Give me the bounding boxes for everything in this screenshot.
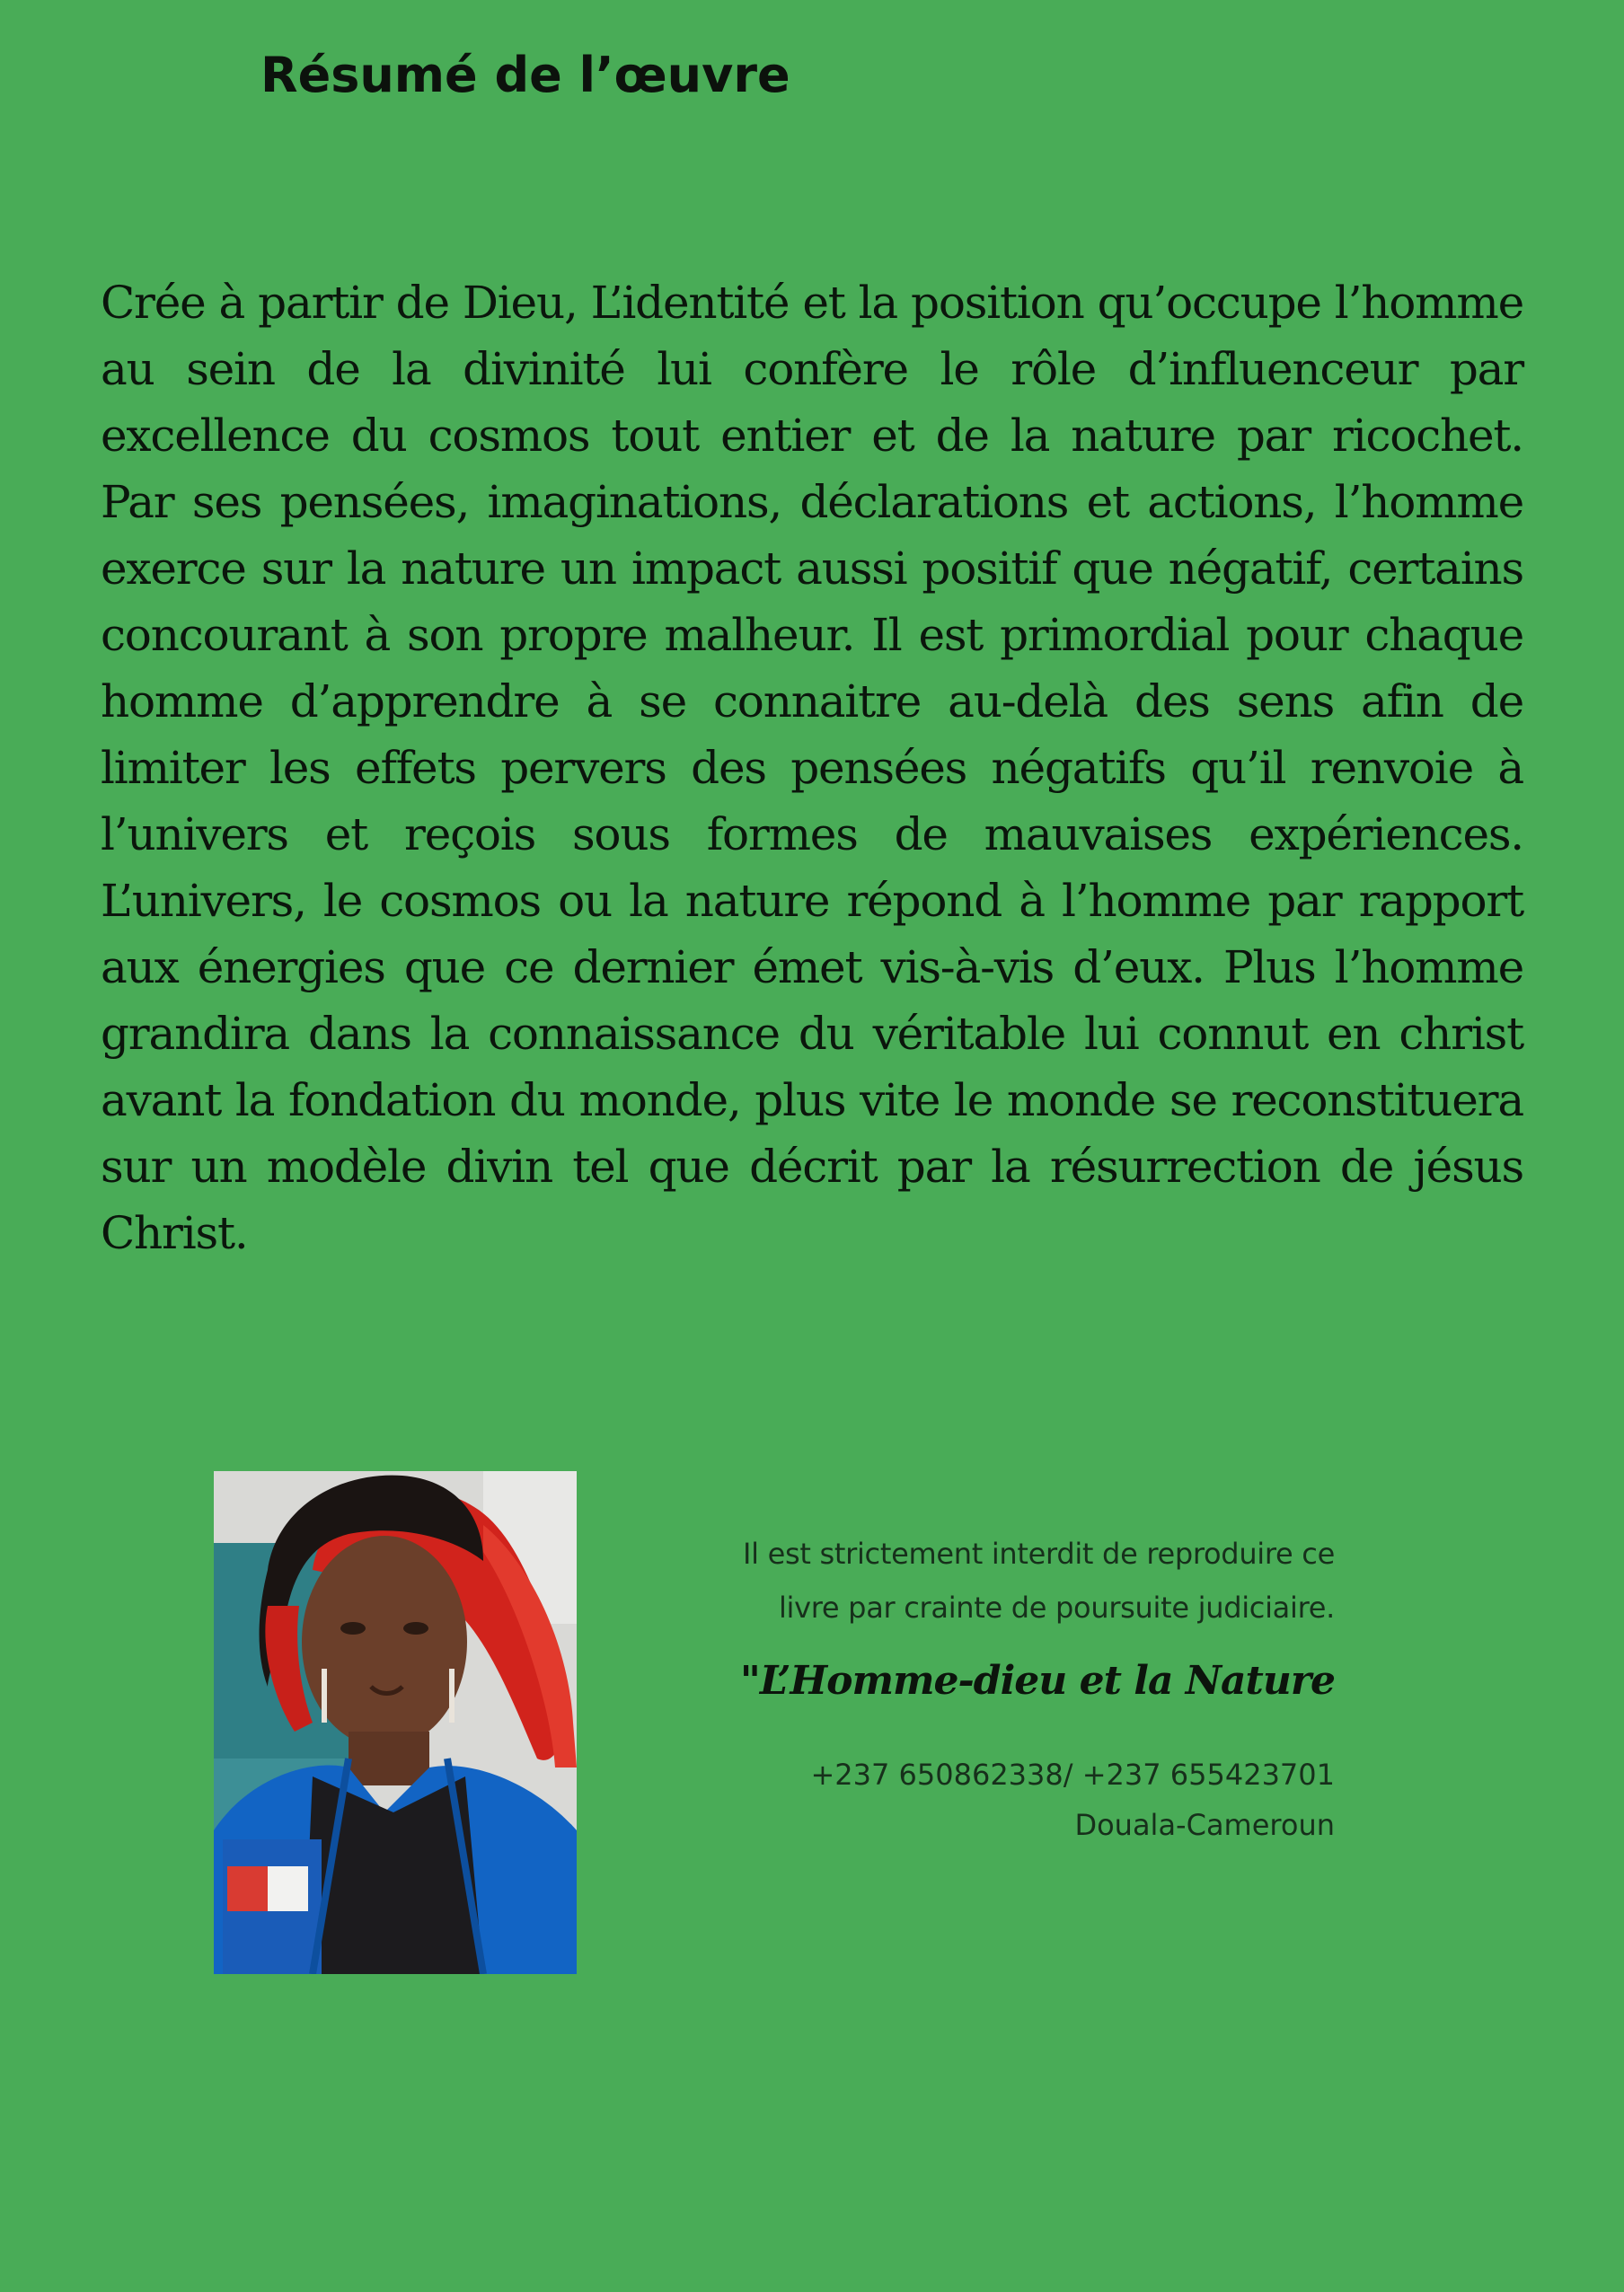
location: Douala-Cameroun xyxy=(1074,1808,1335,1842)
phone-numbers: +237 650862338/ +237 655423701 xyxy=(810,1758,1335,1792)
author-photo xyxy=(214,1471,577,1974)
book-title: "L’Homme-dieu et la Nature xyxy=(739,1658,1335,1704)
notice-line-2: livre par crainte de poursuite judiciaire. xyxy=(778,1591,1335,1625)
copyright-notice xyxy=(593,1527,1335,1850)
summary-text: Crée à partir de Dieu, L’identité et la position qu’occupe l’homme au sein de la divinité lui confère le rôle d’influenceur par excellence du cosmos tout entier et de la nature par ricochet. Par ses pensées, imaginations, déclarations et actions, l’homme exerce sur la nature un impact aussi positif que négatif, certains concourant à son propre malheur. Il est primordial pour chaque homme d’apprendre à se connaitre au-delà des sens afin de limiter les effets pervers des pensées négatifs qu’il renvoie à l’univers et reçois sous formes de mauvaises expériences. L’univers, le cosmos ou la nature répond à l’homme par rapport aux énergies que ce dernier émet vis-à-vis d’eux. Plus l’homme grandira dans la connaissance du véritable lui connut en christ avant la fondation du monde, plus vite le monde se reconstituera sur un modèle divin tel que décrit par la résurrection de jésus Christ. xyxy=(101,277,1523,1259)
page-title: Résumé de l’œuvre xyxy=(260,47,790,103)
author-portrait-icon xyxy=(214,1471,577,1974)
notice-line-1: Il est strictement interdit de reproduire ce xyxy=(743,1537,1335,1571)
